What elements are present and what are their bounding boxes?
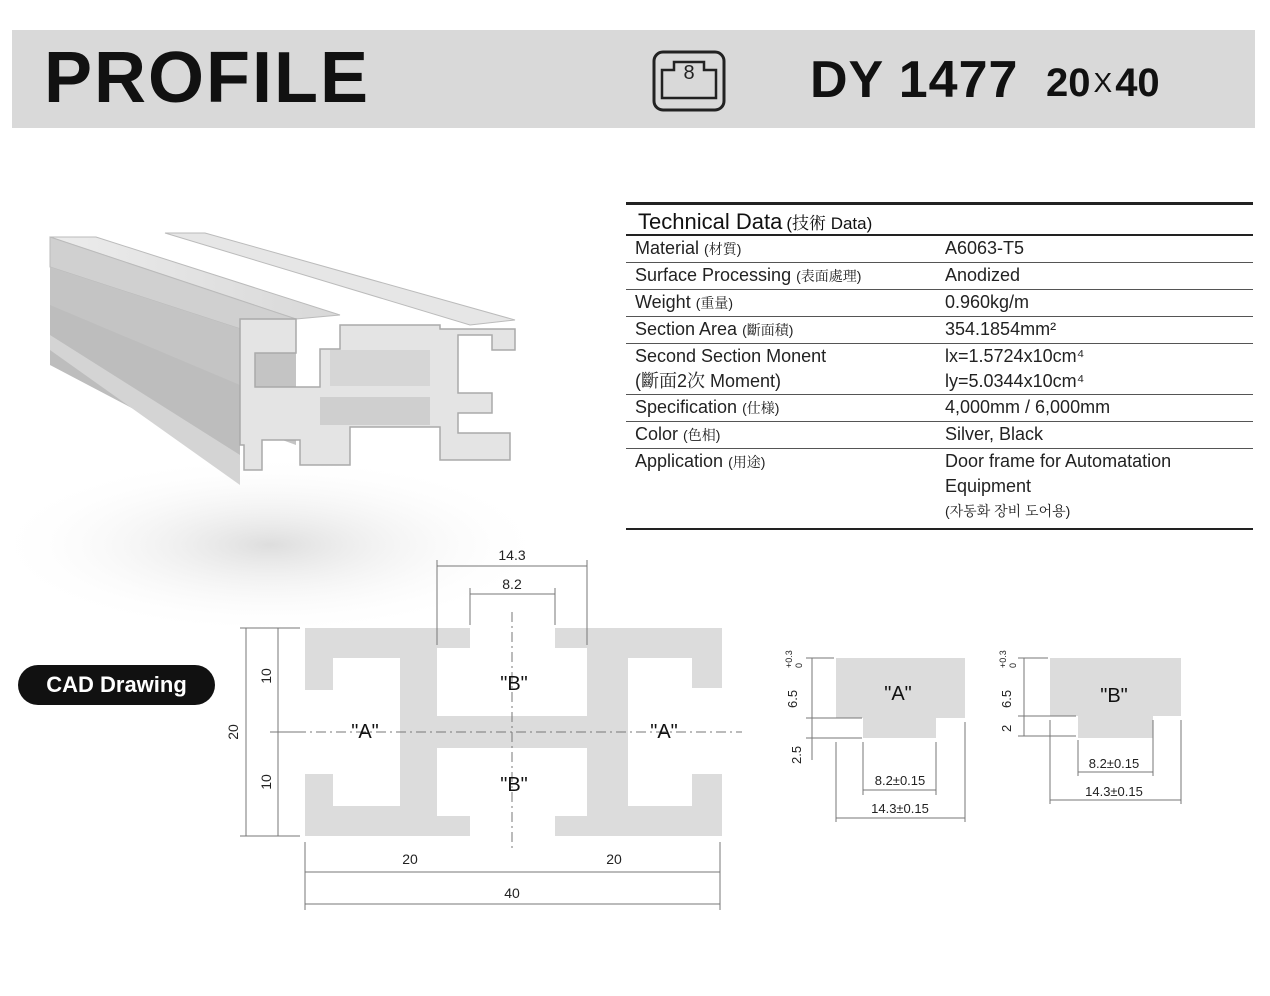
- model-number: DY 1477: [810, 51, 1019, 109]
- detail-a: [784, 650, 965, 822]
- row-surface-processing: Surface Processing (表面處理) Anodized: [626, 263, 1253, 290]
- cad-drawing-badge: CAD Drawing: [18, 665, 215, 705]
- detail-a-depth: 2.5: [789, 745, 804, 764]
- detail-b-tol-plus: +0.3: [998, 650, 1008, 668]
- row-specification: Specification (仕様) 4,000mm / 6,000mm: [626, 395, 1253, 422]
- row-section-area: Section Area (斷面積) 354.1854mm²: [626, 317, 1253, 344]
- technical-data-title: Technical Data (技術 Data): [626, 202, 1253, 236]
- detail-a-outer: 14.3±0.15: [871, 801, 929, 816]
- row-color: Color (色相) Silver, Black: [626, 422, 1253, 449]
- dim-top-inner: 8.2: [502, 576, 522, 592]
- page-title: PROFILE: [44, 38, 371, 118]
- dim-bottom-total: 40: [504, 885, 520, 901]
- detail-b-outer: 14.3±0.15: [1085, 784, 1143, 799]
- slot-label-b-bottom: "B": [500, 774, 528, 796]
- slot-label-b-top: "B": [500, 673, 528, 695]
- detail-b-tol-minus: 0: [1008, 662, 1018, 668]
- detail-b-inner: 8.2±0.15: [1088, 756, 1140, 771]
- dim-left-upper: 10: [258, 668, 274, 684]
- detail-b: [998, 650, 1181, 804]
- slot-label-a-right: "A": [650, 721, 678, 743]
- size-width: 20: [1046, 61, 1091, 105]
- row-application: Application (用途) Door frame for Automatation Equipment (자동화 장비 도어용): [626, 449, 1253, 530]
- size-separator: X: [1093, 67, 1113, 98]
- detail-a-height: 6.5: [785, 689, 800, 708]
- detail-a-label: "A": [884, 683, 912, 705]
- dim-bottom-right: 20: [606, 851, 622, 867]
- detail-a-inner: 8.2±0.15: [874, 773, 926, 788]
- detail-a-tol-minus: 0: [794, 662, 804, 668]
- row-material: Material (材質) A6063-T5: [626, 236, 1253, 263]
- dim-left-lower: 10: [258, 774, 274, 790]
- size-height: 40: [1115, 61, 1160, 105]
- detail-b-label: "B": [1100, 685, 1128, 707]
- dim-left-total: 20: [225, 724, 241, 740]
- detail-b-depth: 2: [999, 724, 1014, 732]
- dim-top-outer: 14.3: [498, 547, 526, 563]
- row-second-section-moment: Second Section Monent (斷面2次 Moment) lx=1.5724x10cm⁴ ly=5.0344x10cm⁴: [626, 344, 1253, 395]
- dim-bottom-left: 20: [402, 851, 418, 867]
- detail-a-tol-plus: +0.3: [784, 650, 794, 668]
- slot-label-a-left: "A": [351, 721, 379, 743]
- detail-b-height: 6.5: [999, 689, 1014, 708]
- slot-icon-label: 8: [683, 62, 695, 84]
- row-weight: Weight (重量) 0.960kg/m: [626, 290, 1253, 317]
